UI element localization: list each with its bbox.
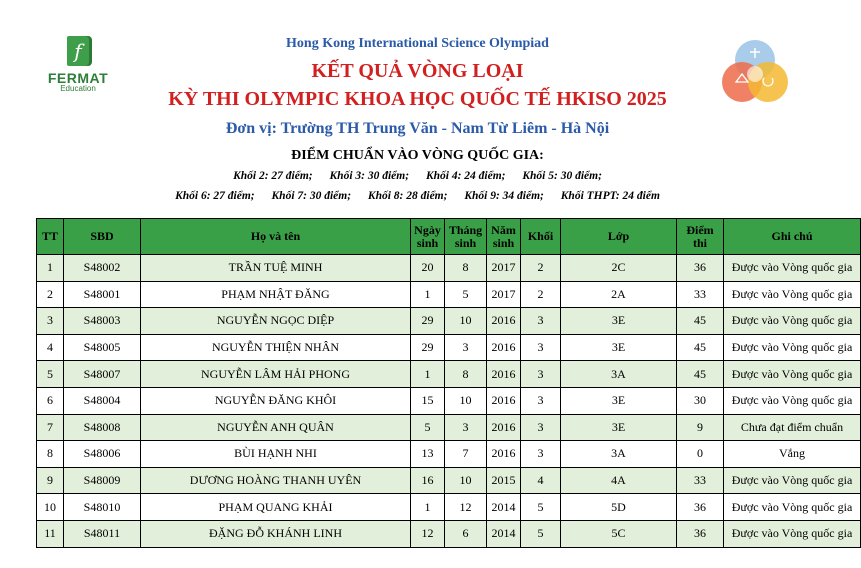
cell-tt: 11 [37,520,64,547]
cell-day: 12 [411,520,445,547]
cell-sbd: S48008 [64,414,141,441]
cell-note: Được vào Vòng quốc gia [724,308,861,335]
cell-month: 8 [445,361,487,388]
cell-name: BÙI HẠNH NHI [141,441,411,468]
cell-note: Được vào Vòng quốc gia [724,255,861,282]
col-tt: TT [37,219,64,255]
cell-note: Được vào Vòng quốc gia [724,520,861,547]
table-row [37,520,861,547]
cell-day: 29 [411,334,445,361]
benchmark-item: Khối 3: 30 điểm; [329,170,410,182]
table-row [37,441,861,468]
cell-sbd: S48001 [64,281,141,308]
benchmark-item: Khối 2: 27 điểm; [233,170,313,182]
table-row [37,361,861,388]
cell-class: 3E [561,387,677,414]
cell-note: Được vào Vòng quốc gia [724,281,861,308]
cell-month: 3 [445,334,487,361]
cell-tt: 4 [37,334,64,361]
cell-class: 3E [561,414,677,441]
cell-score: 33 [677,467,724,494]
cell-tt: 10 [37,494,64,521]
cell-year: 2016 [487,387,521,414]
cell-class: 2A [561,281,677,308]
cell-score: 45 [677,361,724,388]
cell-day: 1 [411,494,445,521]
cell-tt: 5 [37,361,64,388]
cell-day: 15 [411,387,445,414]
table-row [37,387,861,414]
cell-month: 10 [445,387,487,414]
table-row [37,494,861,521]
cell-score: 0 [677,441,724,468]
cell-year: 2016 [487,441,521,468]
cell-name: ĐẶNG ĐỖ KHÁNH LINH [141,520,411,547]
cell-score: 36 [677,520,724,547]
cell-grade: 5 [521,520,561,547]
col-class: Lớp [561,219,677,255]
organizer-title: Hong Kong International Science Olympiad [286,36,549,51]
cell-name: NGUYỄN THIỆN NHÂN [141,334,411,361]
cell-sbd: S48009 [64,467,141,494]
cell-grade: 3 [521,308,561,335]
cell-grade: 3 [521,361,561,388]
cell-day: 1 [411,281,445,308]
cell-note: Được vào Vòng quốc gia [724,494,861,521]
cell-sbd: S48002 [64,255,141,282]
cell-note: Chưa đạt điểm chuẩn [724,414,861,441]
col-grade: Khối [521,219,561,255]
table-row [37,467,861,494]
cell-name: PHẠM NHẬT ĐĂNG [141,281,411,308]
cell-month: 8 [445,255,487,282]
cell-year: 2016 [487,361,521,388]
cell-note: Được vào Vòng quốc gia [724,387,861,414]
benchmark-item: Khối 8: 28 điểm; [367,190,448,202]
cell-name: NGUYỄN NGỌC DIỆP [141,308,411,335]
cell-name: PHẠM QUANG KHẢI [141,494,411,521]
cell-class: 3A [561,361,677,388]
cell-month: 10 [445,467,487,494]
col-name: Họ và tên [141,219,411,255]
cell-sbd: S48004 [64,387,141,414]
cell-score: 33 [677,281,724,308]
cell-tt: 3 [37,308,64,335]
cell-note: Được vào Vòng quốc gia [724,361,861,388]
cell-name: NGUYỄN LÂM HẢI PHONG [141,361,411,388]
cell-sbd: S48007 [64,361,141,388]
cell-note: Vắng [724,441,861,468]
cell-year: 2016 [487,308,521,335]
cell-year: 2016 [487,334,521,361]
cell-year: 2016 [487,414,521,441]
cell-day: 13 [411,441,445,468]
cell-note: Được vào Vòng quốc gia [724,467,861,494]
cell-day: 20 [411,255,445,282]
results-table [36,218,861,548]
benchmark-item: Khối 9: 34 điểm; [464,190,544,202]
table-row [37,281,861,308]
cell-score: 30 [677,387,724,414]
cell-name: TRẦN TUỆ MINH [141,255,411,282]
cell-day: 1 [411,361,445,388]
competition-title: KỲ THI OLYMPIC KHOA HỌC QUỐC TẾ HKISO 2025 [168,88,667,110]
cell-day: 5 [411,414,445,441]
benchmark-item: Khối 6: 27 điểm; [175,190,255,202]
cell-grade: 2 [521,255,561,282]
cell-tt: 1 [37,255,64,282]
cell-year: 2017 [487,255,521,282]
cell-score: 9 [677,414,724,441]
cell-year: 2014 [487,494,521,521]
cell-month: 5 [445,281,487,308]
cell-score: 45 [677,334,724,361]
logo-subtitle: Education [60,84,96,93]
cell-sbd: S48005 [64,334,141,361]
col-score: Điểm thi [677,219,724,255]
cell-class: 3E [561,334,677,361]
benchmark-item: Khối 5: 30 điểm; [522,170,602,182]
benchmark-line-1 [0,170,835,182]
cell-grade: 2 [521,281,561,308]
book-icon: f [67,36,89,66]
cell-name: NGUYỄN ANH QUÂN [141,414,411,441]
cell-tt: 2 [37,281,64,308]
table-row [37,414,861,441]
table-row [37,334,861,361]
cell-year: 2015 [487,467,521,494]
cell-score: 36 [677,494,724,521]
cell-class: 3E [561,308,677,335]
cell-sbd: S48003 [64,308,141,335]
cell-score: 45 [677,308,724,335]
col-sbd: SBD [64,219,141,255]
cell-day: 16 [411,467,445,494]
cell-grade: 4 [521,467,561,494]
cell-class: 5D [561,494,677,521]
cell-score: 36 [677,255,724,282]
cell-sbd: S48006 [64,441,141,468]
cell-sbd: S48010 [64,494,141,521]
cell-grade: 3 [521,441,561,468]
col-month: Tháng sinh [445,219,487,255]
cell-class: 3A [561,441,677,468]
cell-tt: 8 [37,441,64,468]
cell-name: DƯƠNG HOÀNG THANH UYÊN [141,467,411,494]
cell-grade: 3 [521,387,561,414]
benchmark-item: Khối 7: 30 điểm; [271,190,352,202]
school-unit: Đơn vị: Trường TH Trung Văn - Nam Từ Liêm - Hà Nội [225,120,610,137]
benchmark-item: Khối 4: 24 điểm; [425,170,506,182]
col-year: Năm sinh [487,219,521,255]
col-note: Ghi chú [724,219,861,255]
cell-name: NGUYỄN ĐĂNG KHÔI [141,387,411,414]
logo-name: FERMAT [47,70,109,86]
cell-day: 29 [411,308,445,335]
cell-month: 12 [445,494,487,521]
cell-grade: 3 [521,334,561,361]
table-row [37,255,861,282]
cell-class: 4A [561,467,677,494]
benchmark-title: ĐIỂM CHUẨN VÀO VÒNG QUỐC GIA: [291,148,544,163]
cell-month: 7 [445,441,487,468]
cell-class: 5C [561,520,677,547]
benchmark-line-2 [0,190,835,202]
cell-year: 2017 [487,281,521,308]
col-day: Ngày sinh [411,219,445,255]
main-title: KẾT QUẢ VÒNG LOẠI [311,60,524,82]
cell-month: 3 [445,414,487,441]
cell-class: 2C [561,255,677,282]
cell-year: 2014 [487,520,521,547]
cell-note: Được vào Vòng quốc gia [724,334,861,361]
cell-grade: 5 [521,494,561,521]
cell-sbd: S48011 [64,520,141,547]
cell-tt: 6 [37,387,64,414]
cell-tt: 9 [37,467,64,494]
cell-grade: 3 [521,414,561,441]
benchmark-item: Khối THPT: 24 điểm [560,190,660,202]
table-row [37,308,861,335]
cell-tt: 7 [37,414,64,441]
table-header-row [37,219,861,255]
cell-month: 10 [445,308,487,335]
cell-month: 6 [445,520,487,547]
